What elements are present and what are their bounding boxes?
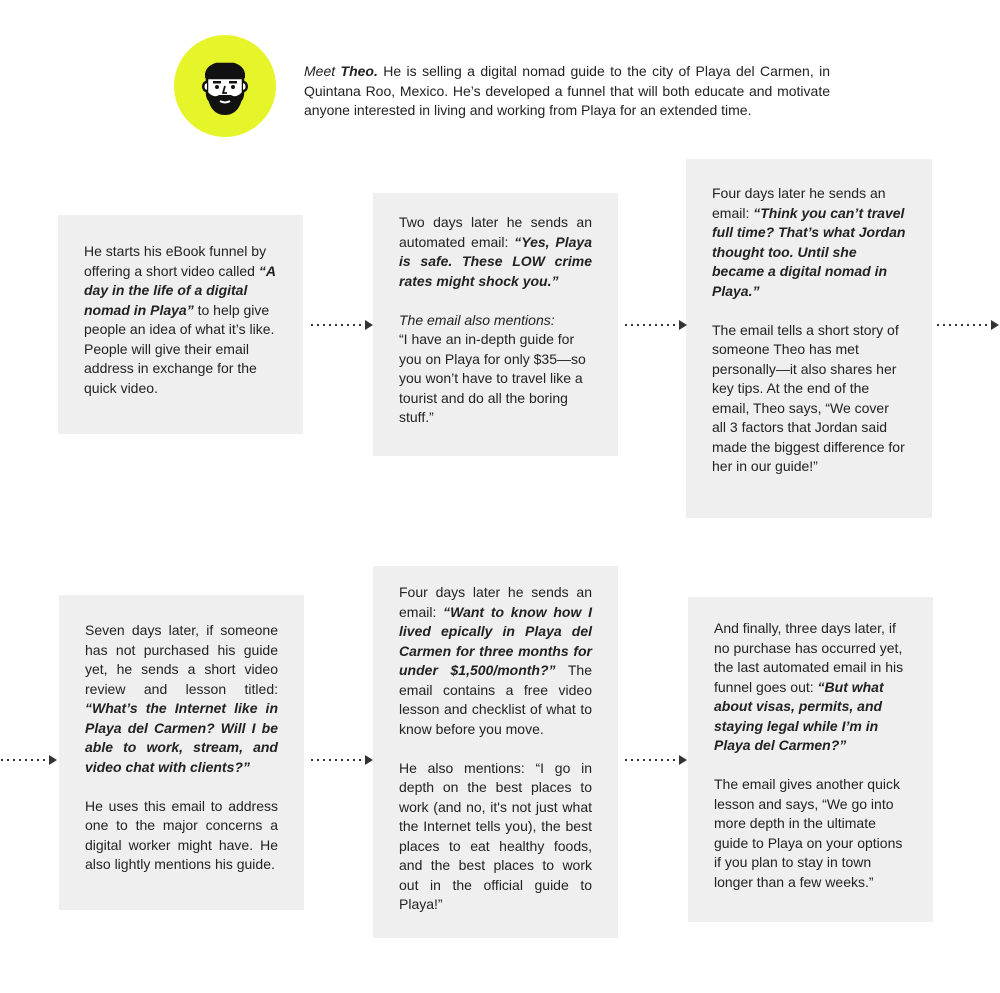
step-2-text xyxy=(399,213,592,291)
intro-name: Theo. xyxy=(340,63,378,79)
step-4-text xyxy=(85,621,278,777)
intro-meet: Meet xyxy=(304,63,336,79)
funnel-step-2 xyxy=(373,193,618,456)
step-5-detail: He also mentions: “I go in depth on the best places to work (and no, it's not just what the Internet tells you), the best places to eat healthy foods, and the best places to work out in the official guide to Playa!” xyxy=(399,759,592,912)
dotted-arrow-icon xyxy=(310,319,374,331)
dotted-arrow-icon xyxy=(936,319,1000,331)
step-4-video-title: “What’s the Internet like in Playa del Carmen? Will I be able to work, stream, and video chat with clients?” xyxy=(85,700,278,775)
step-2-lead: Two days later he sends an automated email: xyxy=(399,214,592,250)
dotted-arrow-icon xyxy=(310,754,374,766)
step-5-lead: Four days later he sends an email: xyxy=(399,584,592,620)
step-3-text xyxy=(712,184,906,301)
step-6-text xyxy=(714,619,907,756)
funnel-step-6 xyxy=(688,597,933,922)
step-1-video-title: “A day in the life of a digital nomad in Playa” xyxy=(84,262,276,318)
funnel-step-1 xyxy=(58,215,303,434)
step-2-email-title: “Yes, Playa is safe. These LOW crime rates might shock you.” xyxy=(399,233,592,289)
step-3-detail: The email tells a short story of someone Theo has met personally—it also shares her key tips. At the end of the email, Theo says, “We cover all 3 factors that Jordan said made the biggest difference for her in our guide!” xyxy=(712,321,905,474)
intro-text: He is selling a digital nomad guide to the city of Playa del Carmen, in Quintana Roo, Mexico. He’s developed a funnel that will both educate and motivate anyone interested in living and working from Playa for an extended time. xyxy=(304,63,830,118)
step-1-lead: He starts his eBook funnel by offering a short video called xyxy=(84,243,267,279)
step-5-email-title: “Want to know how I lived epically in Playa del Carmen for three months for under $1,500/month?” xyxy=(399,603,592,678)
bearded-man-with-cap-icon xyxy=(174,35,276,137)
step-6-email-title: “But what about visas, permits, and staying legal while I’m in Playa del Carmen?” xyxy=(714,678,884,753)
step-2-mentions-label: The email also mentions: xyxy=(399,311,555,328)
dotted-arrow-icon xyxy=(624,754,688,766)
funnel-step-4 xyxy=(59,595,304,910)
step-3-email-title: “Think you can’t travel full time? That’s what Jordan thought too. Until she became a digital nomad in Playa.” xyxy=(712,204,906,299)
step-2-mentions-quote: “I have an in-depth guide for you on Playa for only $35—so you won’t have to travel like a tourist and do all the boring stuff.” xyxy=(399,331,586,425)
funnel-step-3 xyxy=(686,159,932,518)
step-1-text xyxy=(84,242,277,398)
step-4-detail: He uses this email to address one to the major concerns a digital worker might have. He also lightly mentions his guide. xyxy=(85,797,278,872)
step-6-detail: The email gives another quick lesson and says, “We go into more depth in the ultimate guide to Playa on your options if you plan to stay in town longer than a few weeks.” xyxy=(714,776,903,890)
funnel-step-5 xyxy=(373,566,618,938)
dotted-arrow-icon xyxy=(624,319,688,331)
intro-paragraph xyxy=(304,62,830,121)
dotted-arrow-icon xyxy=(0,754,58,766)
step-5-text xyxy=(399,583,592,739)
step-3-lead: Four days later he sends an email: xyxy=(712,185,886,221)
step-2-mentions xyxy=(399,311,592,428)
step-5-tail: The email contains a free video lesson and checklist of what to know before you move. xyxy=(399,662,593,737)
step-1-tail: to help give people an idea of what it’s like. People will give their email address in exchange for the quick video. xyxy=(84,301,275,396)
step-6-lead: And finally, three days later, if no purchase has occurred yet, the last automated email in his funnel goes out: xyxy=(714,620,904,695)
step-4-lead: Seven days later, if someone has not purchased his guide yet, he sends a short video review and lesson titled: xyxy=(85,622,278,697)
